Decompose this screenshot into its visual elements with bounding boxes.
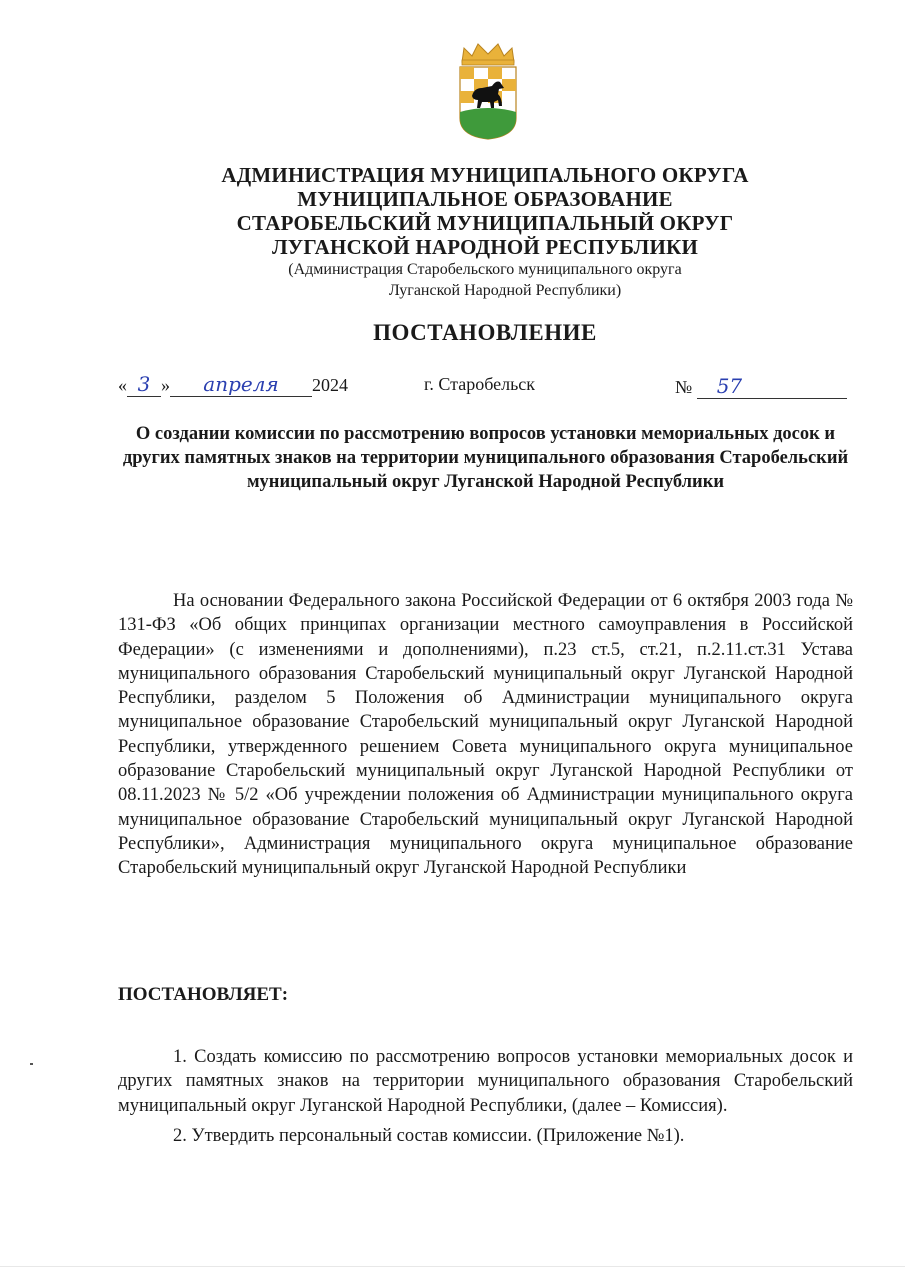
document-number: [675, 374, 847, 399]
header-line-1: АДМИНИСТРАЦИЯ МУНИЦИПАЛЬНОГО ОКРУГА: [221, 163, 749, 187]
page-bottom-edge: [0, 1266, 905, 1267]
header-subtitle-2: Луганской Народной Республики): [388, 282, 622, 299]
date-year: 2024: [312, 375, 348, 395]
date-day-handwritten: 3: [137, 372, 151, 396]
quote-open: «: [118, 375, 127, 395]
document-city: г. Старобельск: [424, 374, 536, 394]
dateline: [118, 372, 853, 402]
scan-speck: [30, 1063, 33, 1065]
preamble-paragraph: На основании Федерального закона Российской Федерации от 6 октября 2003 года № 131-ФЗ «Об общих принципах организации местного самоуправления в Российской Федерации» (с изменениями и дополнениями), п.23 ст.5, ст.21, п.2.11.ст.31 Устава муниципального образования Старобельский муниципальный округ Луганской Народной Республики, разделом 5 Положения об Администрации муниципального округа муниципальное образование Старобельский муниципальный округ Луганской Народной Республики, утвержденного решением Совета муниципального округа муниципальное образование Старобельский муниципальный округ Луганской Народной Республики от 08.11.2023 № 5/2 «Об учреждении положения об Администрации муниципального округа муниципальное образование Старобельский муниципальный округ Луганской Народной Республики», Администрация муниципального округа муниципальное образование Старобельский муниципальный округ Луганской Народной Республики: [118, 591, 853, 879]
resolution-item-2: 2. Утвердить персональный состав комиссии. (Приложение №1).: [173, 1125, 685, 1146]
document-type-title: ПОСТАНОВЛЕНИЕ: [373, 320, 597, 345]
coat-of-arms-emblem: [452, 40, 524, 140]
header-subtitle-1: (Администрация Старобельского муниципального округа: [288, 261, 682, 278]
document-date: [118, 372, 348, 397]
number-handwritten: 57: [716, 374, 743, 398]
header-line-3: СТАРОБЕЛЬСКИЙ МУНИЦИПАЛЬНЫЙ ОКРУГ: [236, 211, 734, 235]
preamble-section: [118, 589, 853, 881]
header-line-4: ЛУГАНСКОЙ НАРОДНОЙ РЕСПУБЛИКИ: [271, 235, 699, 259]
date-month-handwritten: апреля: [203, 372, 279, 396]
document-subject: О создании комиссии по рассмотрению вопросов установки мемориальных досок и других памятных знаков на территории муниципального образования Старобельский муниципальный округ Луганской Народной Республики: [122, 424, 849, 492]
header-line-2: МУНИЦИПАЛЬНОЕ ОБРАЗОВАНИЕ: [297, 187, 673, 211]
decree-word: ПОСТАНОВЛЯЕТ:: [118, 984, 289, 1005]
quote-close: »: [161, 375, 170, 395]
resolution-items: [118, 1045, 853, 1154]
number-label: №: [675, 377, 693, 397]
resolution-item-1: 1. Создать комиссию по рассмотрению вопросов установки мемориальных досок и других памятных знаков на территории муниципального образования Старобельский муниципальный округ Луганской Народной Республики, (далее – Комиссия).: [118, 1047, 853, 1116]
institution-header: [120, 163, 850, 301]
